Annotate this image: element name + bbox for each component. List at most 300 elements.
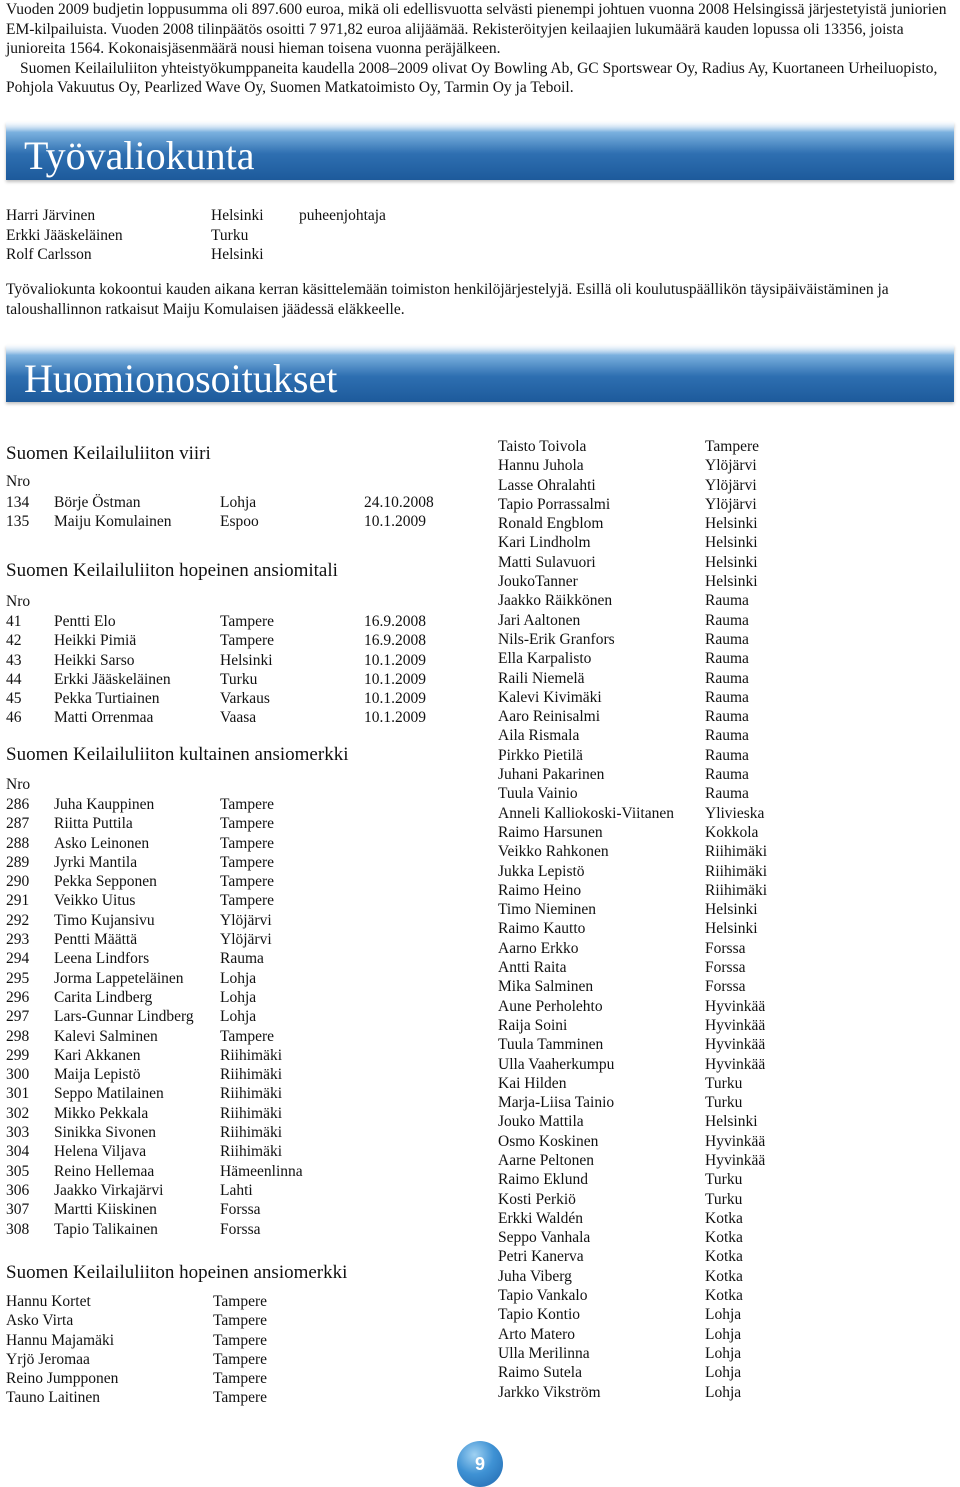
member-name: Rolf Carlsson: [6, 246, 92, 263]
table-row: [6, 795, 466, 814]
cell-city: Tampere: [220, 632, 274, 650]
cell-name: Seppo Vanhala: [498, 1229, 591, 1247]
viiri-table: [6, 493, 466, 532]
table-row: [6, 689, 466, 708]
table-row: [6, 853, 466, 872]
cell-name: Hannu Majamäki: [6, 1331, 115, 1349]
cell-city: Tampere: [213, 1370, 267, 1388]
table-row: [498, 1035, 938, 1054]
cell-city: Rauma: [220, 950, 264, 968]
cell-city: Hyvinkää: [705, 1132, 766, 1150]
table-row: [6, 949, 466, 968]
cell-nro: 134: [6, 494, 30, 511]
cell-name: Börje Östman: [54, 494, 141, 511]
table-row: [498, 533, 938, 552]
committee-member-row: [6, 226, 506, 246]
cell-city: Helsinki: [705, 920, 758, 938]
cell-name: Tapio Vankalo: [498, 1287, 588, 1305]
hopeinen-ansiomitali-table: [6, 612, 466, 728]
table-row: [498, 1228, 938, 1247]
cell-name: Mikko Pekkala: [54, 1104, 149, 1122]
cell-name: Riitta Puttila: [54, 815, 133, 833]
hopeinen-ansiomerkki-heading: Suomen Keilailuliiton hopeinen ansiomerkki: [6, 1262, 348, 1283]
cell-name: Helena Viljava: [54, 1143, 147, 1161]
cell-city: Lohja: [220, 969, 257, 987]
cell-name: Aaro Reinisalmi: [498, 708, 601, 726]
cell-nro: 42: [6, 632, 22, 650]
table-row: [498, 611, 938, 630]
cell-city: Hyvinkää: [705, 1151, 766, 1169]
cell-city: Ylöjärvi: [220, 911, 272, 929]
cell-city: Riihimäki: [220, 1143, 282, 1161]
table-row: [498, 919, 938, 938]
hopeinen-ansiomitali-heading: Suomen Keilailuliiton hopeinen ansiomitali: [6, 560, 338, 581]
cell-name: Kai Hilden: [498, 1074, 567, 1092]
cell-city: Lohja: [220, 988, 257, 1006]
table-row: [498, 553, 938, 572]
cell-name: Veikko Uitus: [54, 892, 136, 910]
cell-city: Tampere: [213, 1293, 267, 1310]
cell-name: Jukka Lepistö: [498, 862, 585, 880]
cell-city: Rauma: [705, 669, 749, 687]
cell-city: Helsinki: [705, 901, 758, 919]
table-row: [498, 881, 938, 900]
member-city: Helsinki: [211, 207, 264, 224]
table-row: [498, 997, 938, 1016]
table-row: [498, 900, 938, 919]
cell-city: Ylöjärvi: [705, 495, 757, 513]
table-row: [498, 688, 938, 707]
table-row: [6, 1200, 466, 1219]
member-name: Harri Järvinen: [6, 207, 96, 224]
tyovaliokunta-banner: [6, 122, 954, 180]
table-row: [6, 670, 466, 689]
cell-name: Ella Karpalisto: [498, 650, 592, 668]
cell-city: Tampere: [220, 834, 274, 852]
cell-nro: 297: [6, 1008, 30, 1026]
cell-city: Hyvinkää: [705, 1055, 766, 1073]
cell-name: Lars-Gunnar Lindberg: [54, 1008, 194, 1026]
cell-name: Anneli Kalliokoski-Viitanen: [498, 804, 674, 822]
cell-nro: 46: [6, 709, 22, 727]
kultainen-ansiomerkki-table: [6, 795, 466, 1239]
cell-date: 10.1.2009: [364, 670, 426, 688]
cell-nro: 290: [6, 873, 30, 891]
cell-city: Turku: [705, 1074, 743, 1092]
member-role: puheenjohtaja: [299, 207, 386, 224]
table-row: [498, 977, 938, 996]
cell-nro: 292: [6, 911, 30, 929]
cell-city: Forssa: [220, 1201, 261, 1219]
cell-city: Forssa: [705, 978, 746, 996]
cell-name: Arto Matero: [498, 1325, 576, 1343]
cell-name: Nils-Erik Granfors: [498, 630, 615, 648]
cell-city: Tampere: [213, 1312, 267, 1330]
table-row: [498, 746, 938, 765]
table-row: [498, 1190, 938, 1209]
committee-member-row: [6, 206, 506, 226]
cell-name: Asko Leinonen: [54, 834, 150, 852]
huomionosoitukset-heading: Huomionosoitukset: [24, 356, 338, 401]
member-name: Erkki Jääskeläinen: [6, 226, 123, 244]
cell-name: Petri Kanerva: [498, 1248, 584, 1266]
cell-city: Rauma: [705, 650, 749, 668]
table-row: [6, 1181, 466, 1200]
cell-name: Hannu Juhola: [498, 457, 584, 475]
cell-name: JoukoTanner: [498, 573, 578, 591]
cell-name: Heikki Pimiä: [54, 632, 137, 650]
cell-city: Riihimäki: [705, 843, 767, 861]
cell-name: Aila Rismala: [498, 727, 580, 745]
cell-name: Aarno Erkko: [498, 939, 579, 957]
cell-name: Kalevi Salminen: [54, 1027, 158, 1045]
table-row: [498, 958, 938, 977]
table-row: [6, 651, 466, 670]
cell-name: Tauno Laitinen: [6, 1389, 101, 1407]
cell-name: Reino Jumpponen: [6, 1370, 119, 1388]
table-row: [498, 842, 938, 861]
cell-name: Leena Lindfors: [54, 950, 150, 968]
table-row: [498, 514, 938, 533]
cell-nro: 299: [6, 1046, 30, 1064]
cell-date: 10.1.2009: [364, 513, 426, 531]
cell-name: Kari Akkanen: [54, 1046, 141, 1064]
cell-city: Rauma: [705, 727, 749, 745]
table-row: [6, 1104, 466, 1123]
cell-city: Turku: [705, 1171, 743, 1189]
cell-name: Juha Kauppinen: [54, 796, 155, 813]
cell-name: Tuula Tamminen: [498, 1036, 604, 1054]
cell-city: Rauma: [705, 785, 749, 803]
cell-name: Osmo Koskinen: [498, 1132, 599, 1150]
cell-date: 16.9.2008: [364, 632, 426, 650]
cell-city: Espoo: [220, 513, 259, 531]
table-row: [498, 784, 938, 803]
cell-city: Turku: [220, 670, 258, 688]
table-row: [498, 939, 938, 958]
cell-nro: 44: [6, 670, 22, 688]
cell-city: Riihimäki: [220, 1104, 282, 1122]
cell-name: Raimo Kautto: [498, 920, 586, 938]
table-row: [6, 891, 466, 910]
cell-city: Riihimäki: [220, 1066, 282, 1084]
cell-name: Hannu Kortet: [6, 1293, 91, 1310]
cell-city: Lohja: [705, 1364, 742, 1382]
table-row: [6, 872, 466, 891]
cell-name: Jorma Lappeteläinen: [54, 969, 184, 987]
cell-name: Taisto Toivola: [498, 438, 587, 455]
cell-nro: 305: [6, 1162, 30, 1180]
table-row: [6, 911, 466, 930]
cell-nro: 300: [6, 1066, 30, 1084]
table-row: [498, 1151, 938, 1170]
cell-name: Aune Perholehto: [498, 997, 603, 1015]
cell-city: Forssa: [705, 959, 746, 977]
cell-nro: 294: [6, 950, 30, 968]
intro-paragraph-budget: Vuoden 2009 budjetin loppusumma oli 897.600 euroa, mikä oli edellisvuotta selvästi pienempi johtuen vuonna 2008 Helsingissä järjestetyistä juniorien EM-kilpailuista. Vuoden 2008 tilinpäätös osoitti 7 971,82 euroa alijäämää. Rekisteröityjen keilaajien lukumäärä kauden lopussa oli 13356, joista junioreita 1564. Kokonaisjäsenmäärä nousi hieman toisena vuonna peräjälkeen.: [6, 1, 947, 58]
table-row: [498, 1112, 938, 1131]
table-row: [6, 1220, 466, 1239]
cell-nro: 135: [6, 513, 30, 531]
cell-city: Kotka: [705, 1248, 743, 1266]
table-row: [6, 612, 466, 631]
table-row: [498, 1305, 938, 1324]
cell-name: Ulla Vaaherkumpu: [498, 1055, 615, 1073]
table-row: [6, 1162, 466, 1181]
cell-nro: 288: [6, 834, 30, 852]
cell-name: Pekka Turtiainen: [54, 690, 160, 708]
cell-nro: 296: [6, 988, 30, 1006]
table-row: [498, 1170, 938, 1189]
cell-city: Hyvinkää: [705, 997, 766, 1015]
cell-name: Martti Kiiskinen: [54, 1201, 157, 1219]
cell-city: Lohja: [220, 494, 257, 511]
cell-nro: 286: [6, 796, 30, 813]
committee-members: [6, 206, 506, 265]
table-row: [498, 649, 938, 668]
table-row: [6, 1331, 466, 1350]
table-row: [498, 1383, 938, 1402]
table-row: [6, 512, 466, 531]
table-row: [6, 930, 466, 949]
cell-name: Raimo Heino: [498, 881, 582, 899]
cell-name: Raija Soini: [498, 1016, 568, 1034]
cell-name: Veikko Rahkonen: [498, 843, 609, 861]
cell-city: Hyvinkää: [705, 1036, 766, 1054]
cell-date: 16.9.2008: [364, 613, 426, 630]
cell-city: Riihimäki: [705, 862, 767, 880]
cell-nro: 303: [6, 1124, 30, 1142]
nro-label: Nro: [6, 593, 31, 610]
cell-city: Forssa: [705, 939, 746, 957]
table-row: [6, 834, 466, 853]
cell-name: Yrjö Jeromaa: [6, 1350, 90, 1368]
cell-city: Tampere: [213, 1331, 267, 1349]
cell-city: Rauma: [705, 746, 749, 764]
hopeinen-ansiomerkki-continued: [498, 437, 938, 1402]
cell-name: Seppo Matilainen: [54, 1085, 164, 1103]
table-row: [6, 708, 466, 727]
cell-nro: 287: [6, 815, 30, 833]
table-row: [6, 1388, 466, 1407]
cell-city: Riihimäki: [220, 1124, 282, 1142]
table-row: [498, 823, 938, 842]
table-row: [6, 1007, 466, 1026]
table-row: [6, 1046, 466, 1065]
cell-city: Helsinki: [705, 534, 758, 552]
cell-city: Turku: [705, 1190, 743, 1208]
table-row: [498, 1209, 938, 1228]
table-row: [6, 1084, 466, 1103]
table-row: [498, 765, 938, 784]
table-row: [498, 572, 938, 591]
cell-nro: 298: [6, 1027, 30, 1045]
cell-city: Tampere: [220, 1027, 274, 1045]
cell-nro: 306: [6, 1181, 30, 1199]
cell-city: Lohja: [705, 1383, 742, 1401]
cell-city: Tampere: [705, 438, 759, 455]
cell-date: 24.10.2008: [364, 494, 434, 511]
cell-nro: 308: [6, 1220, 30, 1238]
cell-name: Marja-Liisa Tainio: [498, 1094, 615, 1112]
table-row: [498, 1074, 938, 1093]
cell-city: Tampere: [213, 1389, 267, 1407]
table-row: [498, 726, 938, 745]
cell-city: Ylivieska: [705, 804, 765, 822]
cell-name: Kalevi Kivimäki: [498, 688, 602, 706]
cell-name: Sinikka Sivonen: [54, 1124, 157, 1142]
cell-city: Tampere: [220, 815, 274, 833]
cell-name: Timo Nieminen: [498, 901, 597, 919]
table-row: [498, 476, 938, 495]
cell-name: Raimo Sutela: [498, 1364, 582, 1382]
cell-city: Lahti: [220, 1181, 253, 1199]
cell-city: Helsinki: [705, 553, 758, 571]
cell-city: Rauma: [705, 766, 749, 784]
cell-city: Helsinki: [220, 651, 273, 669]
cell-name: Jaakko Räikkönen: [498, 592, 613, 610]
cell-name: Raimo Harsunen: [498, 823, 603, 841]
cell-city: Lohja: [705, 1325, 742, 1343]
cell-name: Raimo Eklund: [498, 1171, 588, 1189]
cell-city: Ylöjärvi: [705, 457, 757, 475]
cell-name: Juhani Pakarinen: [498, 766, 605, 784]
table-row: [498, 495, 938, 514]
table-row: [498, 669, 938, 688]
cell-city: Tampere: [220, 796, 274, 813]
table-row: [498, 1267, 938, 1286]
table-row: [498, 804, 938, 823]
nro-label: Nro: [6, 473, 31, 490]
cell-city: Kotka: [705, 1229, 743, 1247]
page-number: 9: [457, 1441, 503, 1487]
cell-city: Forssa: [220, 1220, 261, 1238]
cell-city: Hyvinkää: [705, 1016, 766, 1034]
cell-nro: 304: [6, 1143, 30, 1161]
cell-city: Tampere: [220, 613, 274, 630]
table-row: [498, 1055, 938, 1074]
cell-city: Helsinki: [705, 573, 758, 591]
table-row: [6, 1369, 466, 1388]
cell-name: Mika Salminen: [498, 978, 594, 996]
cell-name: Antti Raita: [498, 959, 567, 977]
cell-name: Aarne Peltonen: [498, 1151, 594, 1169]
table-row: [498, 1132, 938, 1151]
table-row: [6, 493, 466, 512]
cell-city: Tampere: [220, 873, 274, 891]
cell-city: Rauma: [705, 630, 749, 648]
cell-name: Jarkko Vikström: [498, 1383, 601, 1401]
table-row: [6, 969, 466, 988]
cell-nro: 45: [6, 690, 22, 708]
table-row: [6, 1142, 466, 1161]
cell-city: Tampere: [213, 1350, 267, 1368]
cell-city: Riihimäki: [705, 881, 767, 899]
table-row: [498, 456, 938, 475]
cell-nro: 307: [6, 1201, 30, 1219]
cell-city: Rauma: [705, 688, 749, 706]
table-row: [6, 1065, 466, 1084]
cell-nro: 293: [6, 931, 30, 949]
table-row: [498, 1247, 938, 1266]
cell-name: Matti Orrenmaa: [54, 709, 154, 727]
viiri-heading: Suomen Keilailuliiton viiri: [6, 443, 211, 464]
cell-name: Erkki Waldén: [498, 1209, 583, 1227]
cell-city: Riihimäki: [220, 1046, 282, 1064]
cell-nro: 301: [6, 1085, 30, 1103]
cell-name: Maija Lepistö: [54, 1066, 141, 1084]
member-city: Helsinki: [211, 246, 264, 263]
cell-nro: 41: [6, 613, 22, 630]
nro-label: Nro: [6, 776, 31, 793]
cell-name: Timo Kujansivu: [54, 911, 155, 929]
member-city: Turku: [211, 226, 249, 244]
cell-name: Jouko Mattila: [498, 1113, 584, 1131]
cell-name: Juha Viberg: [498, 1267, 572, 1285]
cell-date: 10.1.2009: [364, 690, 426, 708]
cell-name: Tapio Porrassalmi: [498, 495, 611, 513]
cell-city: Lohja: [705, 1344, 742, 1362]
cell-city: Kokkola: [705, 823, 759, 841]
cell-name: Pekka Sepponen: [54, 873, 157, 891]
cell-city: Tampere: [220, 853, 274, 871]
table-row: [6, 988, 466, 1007]
table-row: [498, 707, 938, 726]
table-row: [6, 1027, 466, 1046]
cell-city: Ylöjärvi: [220, 931, 272, 949]
table-row: [498, 1325, 938, 1344]
cell-name: Reino Hellemaa: [54, 1162, 155, 1180]
table-row: [498, 630, 938, 649]
cell-name: Lasse Ohralahti: [498, 476, 596, 494]
cell-city: Rauma: [705, 611, 749, 629]
cell-city: Lohja: [705, 1306, 742, 1324]
cell-city: Kotka: [705, 1287, 743, 1305]
cell-city: Kotka: [705, 1267, 743, 1285]
table-row: [498, 1286, 938, 1305]
cell-city: Hämeenlinna: [220, 1162, 303, 1180]
table-row: [498, 1016, 938, 1035]
cell-city: Rauma: [705, 708, 749, 726]
kultainen-ansiomerkki-heading: Suomen Keilailuliiton kultainen ansiomerkki: [6, 744, 349, 765]
cell-date: 10.1.2009: [364, 709, 426, 727]
table-row: [6, 1350, 466, 1369]
cell-name: Matti Sulavuori: [498, 553, 596, 571]
cell-name: Erkki Jääskeläinen: [54, 670, 171, 688]
cell-city: Ylöjärvi: [705, 476, 757, 494]
cell-city: Vaasa: [220, 709, 257, 727]
table-row: [6, 631, 466, 650]
cell-name: Ronald Engblom: [498, 515, 604, 533]
cell-city: Turku: [705, 1094, 743, 1112]
table-row: [498, 1363, 938, 1382]
cell-name: Jari Aaltonen: [498, 611, 581, 629]
cell-city: Helsinki: [705, 515, 758, 533]
cell-name: Raili Niemelä: [498, 669, 585, 687]
cell-nro: 43: [6, 651, 22, 669]
intro-text: [6, 0, 956, 98]
cell-name: Asko Virta: [6, 1312, 74, 1330]
cell-city: Helsinki: [705, 1113, 758, 1131]
table-row: [498, 1093, 938, 1112]
table-row: [498, 1344, 938, 1363]
cell-city: Varkaus: [220, 690, 270, 708]
table-row: [6, 1292, 466, 1311]
cell-name: Kari Lindholm: [498, 534, 591, 552]
cell-nro: 302: [6, 1104, 30, 1122]
huomionosoitukset-banner: [6, 345, 954, 402]
cell-name: Pirkko Pietilä: [498, 746, 583, 764]
